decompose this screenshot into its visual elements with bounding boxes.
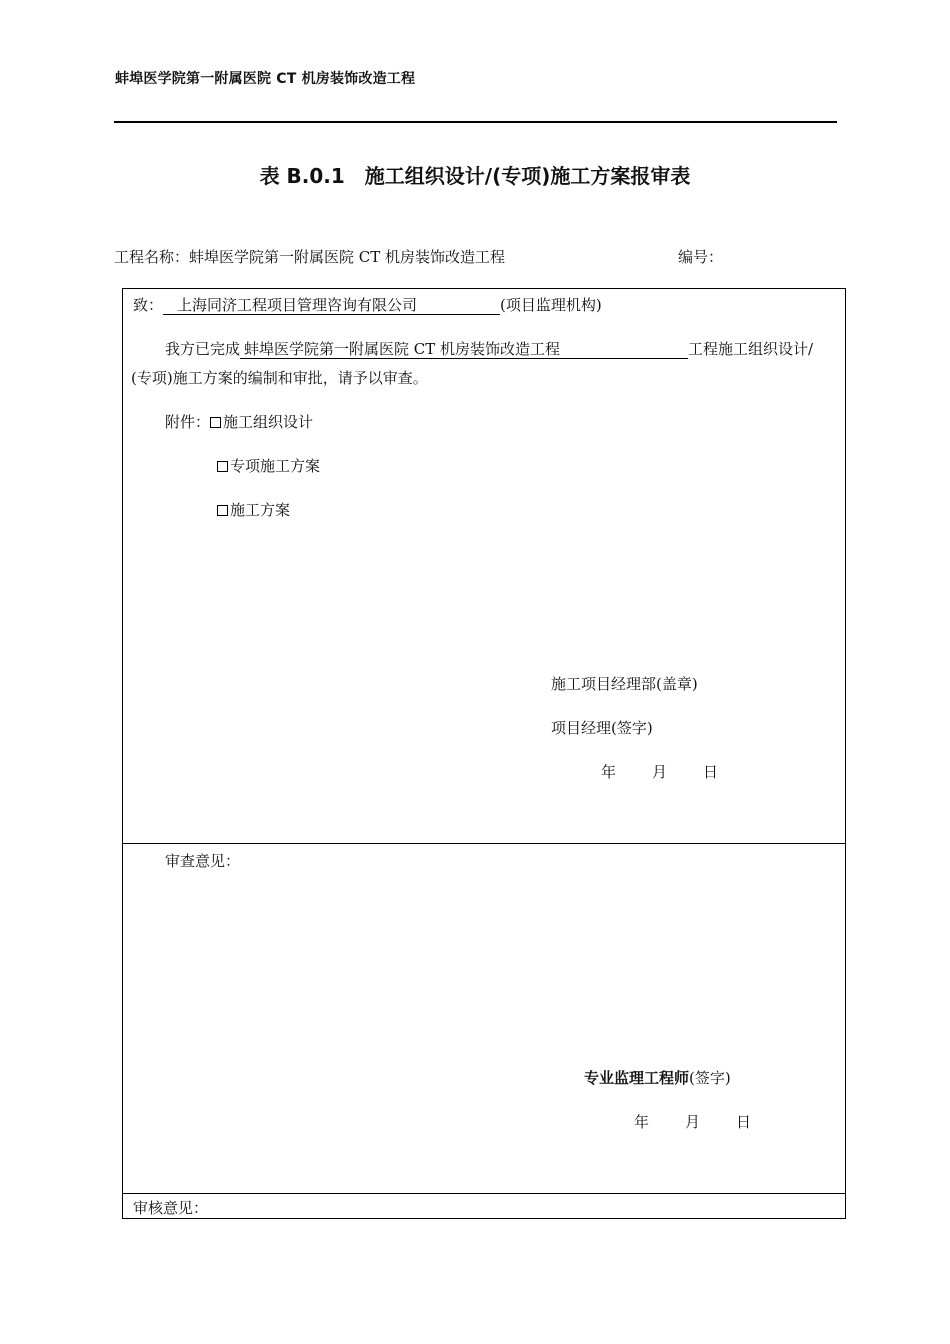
serial-number-label: 编号： [678, 248, 724, 266]
statement-project-field: 蚌埠医学院第一附属医院 CT 机房装饰改造工程 [240, 341, 688, 359]
attachment-text-3: 施工方案 [230, 501, 291, 519]
attachment-label: 附件： [165, 413, 211, 431]
review-date-day: 日 [736, 1113, 752, 1131]
audit-opinion-label: 审核意见： [133, 1199, 209, 1217]
addressee-suffix: (项目监理机构) [500, 296, 602, 314]
addressee-prefix: 致： [133, 296, 164, 314]
attachment-checkbox-1[interactable] [210, 417, 221, 428]
attachment-item-2 [217, 455, 320, 476]
addressee-line [133, 294, 602, 315]
review-date [634, 1111, 751, 1132]
attachment-text-1: 施工组织设计 [223, 413, 314, 431]
submission-section [123, 289, 845, 844]
attachment-item-3 [217, 499, 290, 520]
approval-form [122, 288, 846, 1219]
project-label: 工程名称： [114, 248, 190, 266]
engineer-signature-label [584, 1067, 731, 1088]
review-opinion-label: 审查意见： [165, 852, 241, 870]
statement-prefix: 我方已完成 [165, 340, 241, 358]
project-info [114, 246, 505, 267]
engineer-signature-suffix: (签字) [689, 1069, 731, 1087]
statement-suffix: 工程施工组织设计/ [688, 340, 814, 358]
attachment-item-1 [165, 411, 313, 432]
document-title: 表 B.0.1 施工组织设计/(专项)施工方案报审表 [259, 164, 691, 188]
review-date-year: 年 [634, 1113, 650, 1131]
review-section [123, 844, 845, 1194]
header-divider [114, 121, 837, 123]
supervisor-org-field: 上海同济工程项目管理咨询有限公司 [163, 297, 500, 315]
date-year: 年 [601, 763, 617, 781]
manager-signature-label: 项目经理(签字) [551, 719, 653, 737]
statement-line-1 [165, 338, 813, 359]
date-month: 月 [652, 763, 668, 781]
submission-date [601, 761, 718, 782]
statement-line-2: (专项)施工方案的编制和审批，请予以审查。 [131, 369, 428, 387]
engineer-title: 专业监理工程师 [584, 1069, 690, 1087]
date-day: 日 [703, 763, 719, 781]
page-header-project-title: 蚌埠医学院第一附属医院 CT 机房装饰改造工程 [115, 71, 416, 87]
attachment-checkbox-2[interactable] [217, 461, 228, 472]
meta-row [114, 246, 837, 268]
attachment-text-2: 专项施工方案 [230, 457, 321, 475]
review-date-month: 月 [685, 1113, 701, 1131]
attachment-checkbox-3[interactable] [217, 505, 228, 516]
seal-label: 施工项目经理部(盖章) [551, 675, 698, 693]
audit-section [123, 1194, 845, 1218]
project-name: 蚌埠医学院第一附属医院 CT 机房装饰改造工程 [189, 248, 506, 266]
